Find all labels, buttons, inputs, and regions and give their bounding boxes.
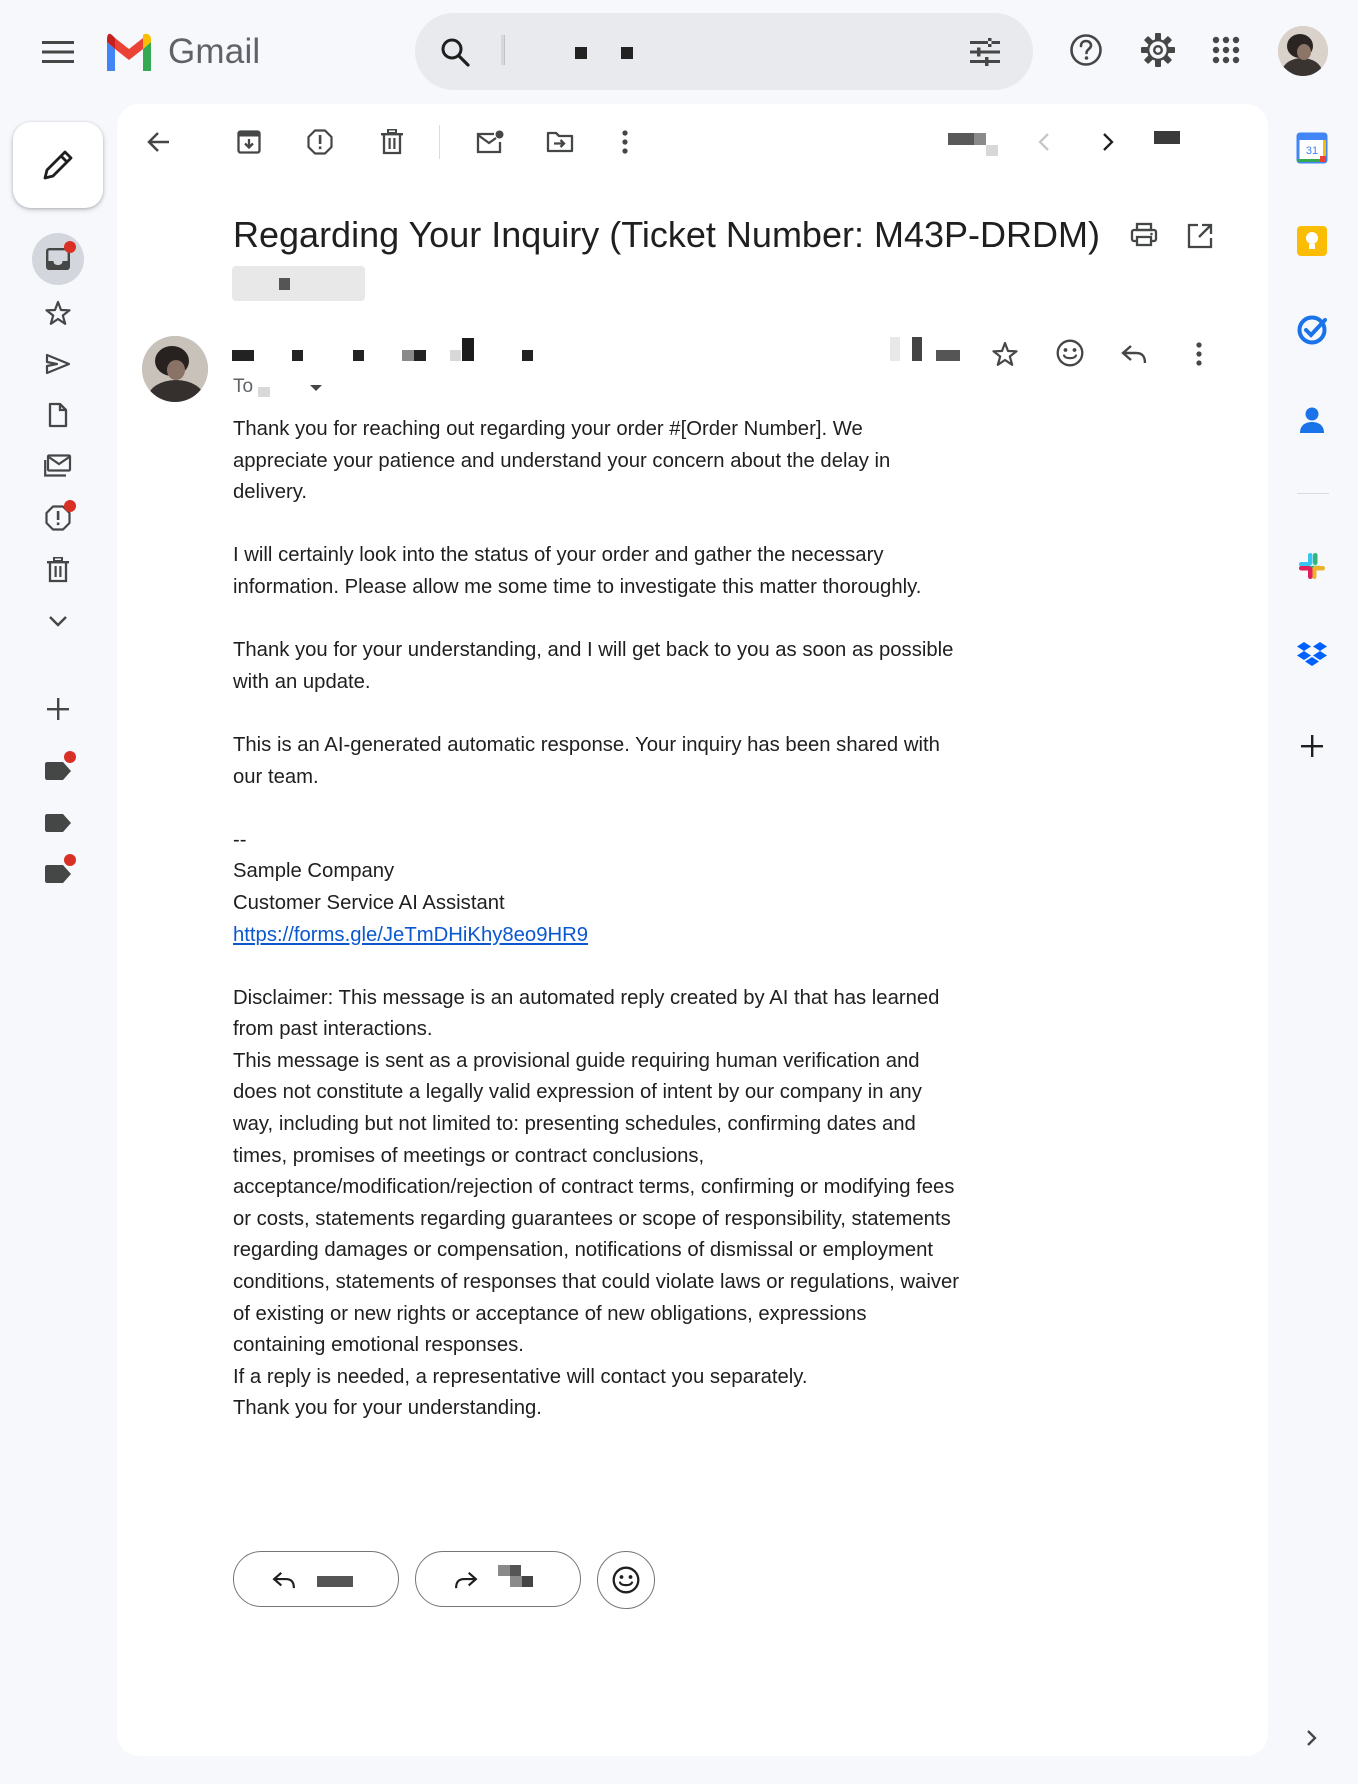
search-icon [440,37,470,67]
show-side-panel-button[interactable] [1290,1716,1334,1760]
tasks-icon [1296,314,1328,346]
archive-icon [237,130,261,154]
nav-starred[interactable] [30,293,86,333]
dropbox-icon [1296,641,1328,669]
email-body [233,414,963,1425]
email-subject: Regarding Your Inquiry (Ticket Number: M43P-DRDM) [233,214,1100,255]
recipient-label: To [233,376,254,397]
google-apps-button[interactable] [1204,28,1248,72]
main-menu-button[interactable] [30,30,86,74]
nav-all-mail[interactable] [30,446,86,486]
search-button[interactable] [433,30,477,74]
hamburger-menu-icon [42,41,74,63]
pagination-redaction [948,133,974,145]
input-tools-redaction [1154,131,1180,144]
reply-button[interactable] [1112,332,1156,376]
draft-file-icon [48,402,68,428]
archive-button[interactable] [227,120,271,164]
nav-more[interactable] [30,601,86,641]
nav-label-1[interactable] [30,751,86,791]
disclaimer-paragraph: This message is sent as a provisional guide requiring human verification and does not constitute a legally valid expression of intent by our company in any way, including but not limited to: presenting schedules, confirming dates and times, promises of meetings or contract conclusions, acceptance/modification/rejection of contract terms, confirming or modifying fees or costs, statements regarding guarantees or scope of responsibility, statements regarding damages or compensation, notifications of dismissal or employment conditions, statements of responses that could violate laws or regulations, waiver of existing or new rights or acceptance of new obligations, expressions containing emotional responses. [233,1049,959,1357]
create-label-button[interactable] [30,689,86,729]
disclaimer-paragraph: Disclaimer: This message is an automated reply created by AI that has learned from past interactions. [233,986,940,1041]
label-tag-icon [45,865,71,883]
nav-drafts[interactable] [30,395,86,435]
open-in-new-icon [1178,214,1222,258]
label-tag-icon [45,814,71,832]
calendar-app-button[interactable] [1290,126,1334,170]
pagination-redaction [986,145,998,156]
search-options-button[interactable] [963,30,1007,74]
arrow-left-icon [147,131,171,153]
body-paragraph: Thank you for your understanding, and I will get back to you as soon as possible with an update. [233,639,954,693]
mark-unread-icon [476,130,504,154]
forward-label-redaction [498,1565,510,1576]
chevron-down-icon [48,615,68,627]
svg-text:31: 31 [1305,145,1319,157]
all-mail-icon [44,454,72,478]
apps-grid-icon [1212,36,1240,64]
get-addons-button[interactable] [1290,724,1334,768]
search-redaction [575,47,587,59]
search-redaction [621,47,633,59]
settings-button[interactable] [1136,28,1180,72]
compose-button[interactable] [13,122,103,208]
help-icon [1069,33,1103,67]
unread-dot [64,500,76,512]
open-new-window-button[interactable] [1178,214,1222,258]
signature-separator: -- [233,828,247,851]
nav-label-2[interactable] [30,803,86,843]
calendar-icon [1296,132,1328,164]
gear-icon [1140,32,1176,68]
nav-trash[interactable] [30,550,86,590]
keep-icon [1296,225,1328,257]
body-paragraph: This is an AI-generated automatic response. Your inquiry has been shared with our team. [233,733,940,788]
older-button[interactable] [1086,120,1130,164]
search-input[interactable] [491,13,935,92]
send-icon [45,353,71,375]
star-icon [45,300,71,326]
search-redaction [501,35,504,65]
keep-app-button[interactable] [1290,219,1334,263]
disclaimer-paragraph: If a reply is needed, a representative will contact you separately. [233,1365,808,1388]
signature-link[interactable]: https://forms.gle/JeTmDHiKhy8eo9HR9 [233,923,589,946]
reply-icon [272,1571,296,1589]
back-button[interactable] [137,120,181,164]
star-icon [992,341,1018,367]
pencil-icon [41,148,75,182]
more-vert-icon [622,130,628,154]
contacts-icon [1297,405,1327,435]
label-tag-icon [45,762,71,780]
spam-report-icon [307,129,333,155]
account-avatar[interactable] [1278,26,1328,76]
trash-icon [381,129,403,155]
side-panel-divider [1297,493,1329,494]
delete-button[interactable] [370,120,414,164]
print-button[interactable] [1122,214,1166,258]
forward-pill-button[interactable] [415,1551,581,1607]
emoji-icon [1056,339,1084,367]
support-button[interactable] [1064,28,1108,72]
reply-icon [1121,344,1147,364]
forward-label-redaction [510,1576,522,1587]
gmail-m-icon [104,33,154,71]
label-chip[interactable] [232,266,365,301]
signature-role: Customer Service AI Assistant [233,891,505,914]
forward-label-redaction [522,1576,533,1587]
report-spam-button[interactable] [298,120,342,164]
search-bar[interactable] [415,13,1033,90]
forward-icon [454,1571,478,1589]
plus-icon [46,697,70,721]
tune-icon [970,38,1000,66]
sender-avatar[interactable] [142,336,208,402]
show-details-button[interactable] [306,378,326,398]
mark-unread-button[interactable] [468,120,512,164]
unread-dot [64,241,76,253]
plus-icon [1300,734,1324,758]
star-button[interactable] [983,332,1027,376]
trash-icon [47,557,69,583]
body-paragraph: I will certainly look into the status of your order and gather the necessary information. Please allow me some time to investigate this matter thoroughly. [233,544,922,598]
nav-inbox[interactable] [30,239,86,279]
contacts-app-button[interactable] [1290,398,1334,442]
unread-dot [64,751,76,763]
signature-company: Sample Company [233,860,395,883]
emoji-reaction-button[interactable] [597,1551,655,1609]
label-redaction [279,278,290,290]
disclaimer-paragraph: Thank you for your understanding. [233,1397,542,1420]
app-name: Gmail [168,32,261,71]
reply-label-redaction [317,1576,353,1587]
chevron-left-icon [1038,132,1050,152]
dropbox-addon-button[interactable] [1290,633,1334,677]
body-paragraph: Thank you for reaching out regarding your order #[Order Number]. We appreciate your patience and understand your concern about the delay in delivery. [233,418,891,504]
slack-icon [1297,551,1327,581]
slack-addon-button[interactable] [1290,544,1334,588]
reply-pill-button[interactable] [233,1551,399,1607]
caret-down-icon [306,378,326,398]
pagination-redaction [974,133,986,145]
gmail-logo[interactable] [104,28,260,76]
nav-spam[interactable] [30,498,86,538]
nav-sent[interactable] [30,344,86,384]
move-to-button[interactable] [538,120,582,164]
recipient-redaction [258,387,270,397]
move-to-folder-icon [546,131,574,153]
forward-label-redaction [510,1565,521,1576]
avatar-photo-icon [1278,26,1328,76]
unread-dot [64,854,76,866]
nav-label-3[interactable] [30,854,86,894]
avatar-photo-icon [142,336,208,402]
newer-button[interactable] [1022,120,1066,164]
chevron-right-icon [1102,132,1114,152]
tasks-app-button[interactable] [1290,308,1334,352]
chevron-right-icon [1306,1729,1318,1747]
message-more-button[interactable] [1177,332,1221,376]
more-options-button[interactable] [603,120,647,164]
toolbar-divider [439,125,440,159]
print-icon [1122,214,1166,258]
add-reaction-button[interactable] [1048,331,1092,375]
emoji-icon [612,1566,640,1594]
more-vert-icon [1196,342,1202,366]
